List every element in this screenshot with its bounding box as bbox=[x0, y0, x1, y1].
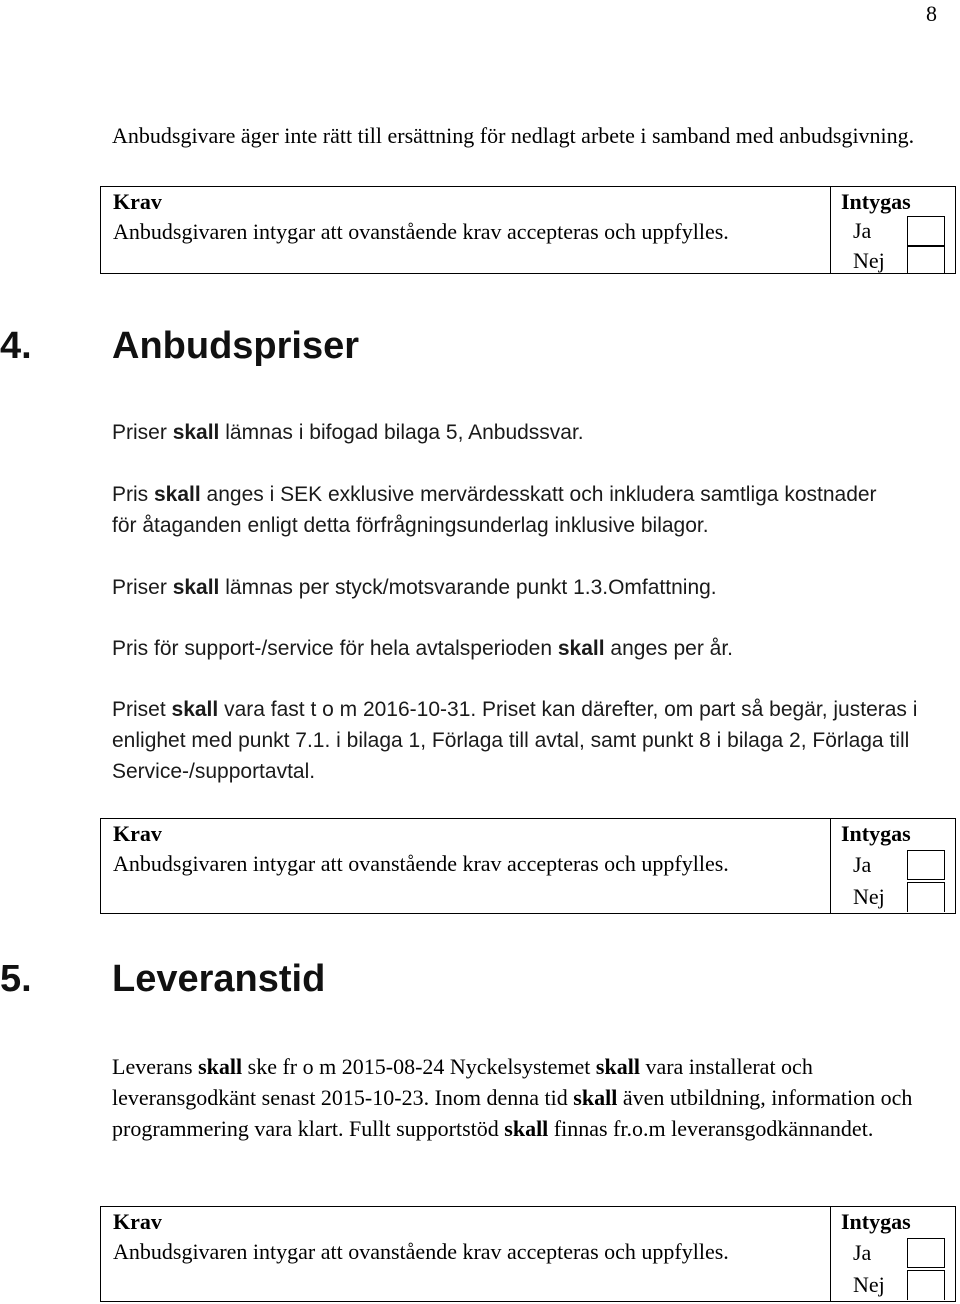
krav-cell bbox=[101, 1207, 831, 1301]
option-ja-label: Ja bbox=[853, 852, 872, 877]
option-nej-checkbox[interactable] bbox=[907, 246, 945, 273]
krav-text: Anbudsgivaren intygar att ovanstående krav accepteras och uppfylles. bbox=[113, 1239, 729, 1264]
krav-box-3 bbox=[100, 1206, 956, 1302]
option-nej-label: Nej bbox=[853, 884, 885, 909]
section-number: 4. bbox=[0, 325, 32, 367]
option-nej-row bbox=[841, 246, 951, 273]
option-nej-row bbox=[841, 1270, 951, 1300]
section4-paragraph-2: Pris skall anges i SEK exklusive mervärdesskatt och inkludera samtliga kostnader för åtaganden enligt detta förfrågningsunderlag inklusive bilagor. bbox=[112, 483, 877, 537]
section4-paragraph-4: Pris för support-/service för hela avtalsperioden skall anges per år. bbox=[112, 637, 734, 660]
option-nej-checkbox[interactable] bbox=[907, 882, 945, 912]
section-title: Leveranstid bbox=[112, 958, 326, 1000]
option-nej-checkbox[interactable] bbox=[907, 1270, 945, 1300]
option-ja-row bbox=[841, 1238, 951, 1268]
option-nej-label: Nej bbox=[853, 248, 885, 273]
option-ja-checkbox[interactable] bbox=[907, 1238, 945, 1268]
option-nej-label: Nej bbox=[853, 1272, 885, 1297]
intygas-title: Intygas bbox=[841, 821, 911, 846]
section4-paragraph-5: Priset skall vara fast t o m 2016-10-31. Priset kan därefter, om part så begär, justeras i enlighet med punkt 7.1. i bilaga 1, Förlaga till avtal, samt punkt 8 i bilaga 2, Förlaga till Service-/supportavtal. bbox=[112, 698, 918, 783]
option-ja-label: Ja bbox=[853, 1240, 872, 1265]
option-ja-checkbox[interactable] bbox=[907, 216, 945, 246]
section4-paragraph-3: Priser skall lämnas per styck/motsvarande punkt 1.3.Omfattning. bbox=[112, 576, 717, 599]
krav-title: Krav bbox=[113, 1209, 162, 1234]
section5-paragraph-1: Leverans skall ske fr o m 2015-08-24 Nyckelsystemet skall vara installerat och leveransgodkänt senast 2015-10-23. Inom denna tid skall även utbildning, information och programmering vara klart. Fullt supportstöd skall finnas fr.o.m leveransgodkännandet. bbox=[112, 1054, 913, 1141]
intro-paragraph: Anbudsgivare äger inte rätt till ersättning för nedlagt arbete i samband med anbudsgivning. bbox=[112, 123, 915, 148]
krav-title: Krav bbox=[113, 821, 162, 846]
krav-cell bbox=[101, 187, 831, 273]
krav-cell bbox=[101, 819, 831, 913]
krav-text: Anbudsgivaren intygar att ovanstående krav accepteras och uppfylles. bbox=[113, 219, 729, 244]
intygas-title: Intygas bbox=[841, 189, 911, 214]
page-number: 8 bbox=[926, 1, 937, 26]
section-heading-4 bbox=[0, 324, 960, 368]
option-ja-row bbox=[841, 850, 951, 880]
krav-box-2 bbox=[100, 818, 956, 914]
section4-paragraph-1: Priser skall lämnas i bifogad bilaga 5, Anbudssvar. bbox=[112, 421, 584, 444]
option-ja-label: Ja bbox=[853, 218, 872, 243]
section-number: 5. bbox=[0, 958, 32, 1000]
krav-box-1 bbox=[100, 186, 956, 274]
intygas-title: Intygas bbox=[841, 1209, 911, 1234]
option-nej-row bbox=[841, 882, 951, 912]
option-ja-checkbox[interactable] bbox=[907, 850, 945, 880]
section-heading-5 bbox=[0, 957, 960, 1001]
section-title: Anbudspriser bbox=[112, 325, 360, 367]
krav-title: Krav bbox=[113, 189, 162, 214]
krav-text: Anbudsgivaren intygar att ovanstående krav accepteras och uppfylles. bbox=[113, 851, 729, 876]
option-ja-row bbox=[841, 216, 951, 246]
